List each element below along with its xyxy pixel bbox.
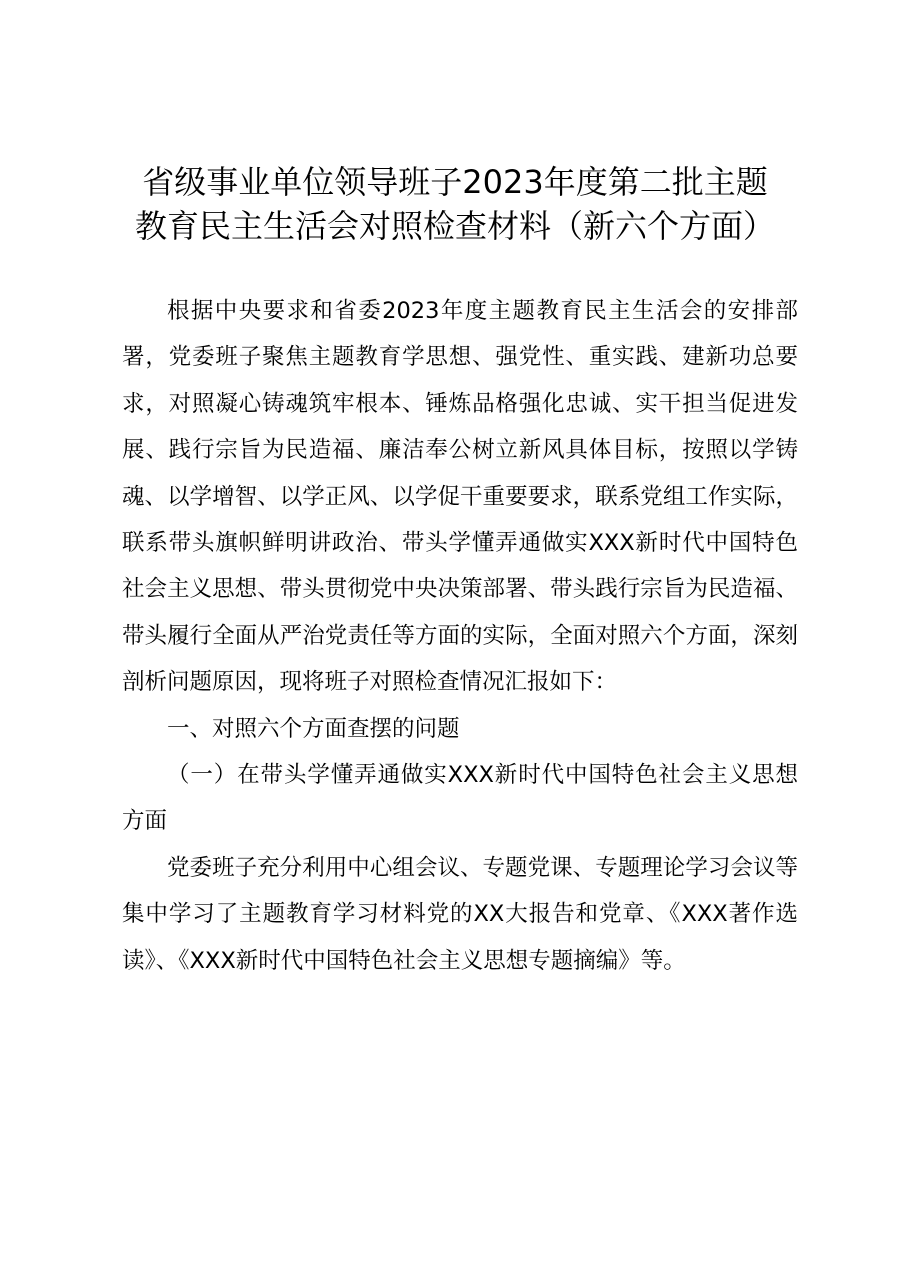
section-heading: 一、对照六个方面查摆的问题 xyxy=(167,715,460,742)
document-title-line-1: 省级事业单位领导班子2023年度第二批主题 xyxy=(142,163,768,201)
document-title xyxy=(100,160,810,248)
intro-paragraph: 根据中央要求和省委2023年度主题教育民主生活会的安排部署，党委班子聚焦主题教育学思想、强党性、重实践、建新功总要求，对照凝心铸魂筑牢根本、锤炼品格强化忠诚、实干担当促进发展、践行宗旨为民造福、廉洁奉公树立新风具体目标，按照以学铸魂、以学增智、以学正风、以学促干重要要求，联系党组工作实际，联系带头旗帜鲜明讲政治、带头学懂弄通做实XXX新时代中国特色社会主义思想、带头贯彻党中央决策部署、带头践行宗旨为民造福、带头履行全面从严治党责任等方面的实际，全面对照六个方面，深刻剖析问题原因，现将班子对照检查情况汇报如下： xyxy=(122,298,798,696)
document-body xyxy=(122,288,798,984)
body-paragraph: 党委班子充分利用中心组会议、专题党课、专题理论学习会议等集中学习了主题教育学习材料党的XX大报告和党章、《XXX著作选读》、《XXX新时代中国特色社会主义思想专题摘编》等。 xyxy=(122,854,798,974)
subsection-heading: （一）在带头学懂弄通做实XXX新时代中国特色社会主义思想方面 xyxy=(122,762,798,835)
document-title-line-2: 教育民主生活会对照检查材料（新六个方面） xyxy=(134,207,775,245)
